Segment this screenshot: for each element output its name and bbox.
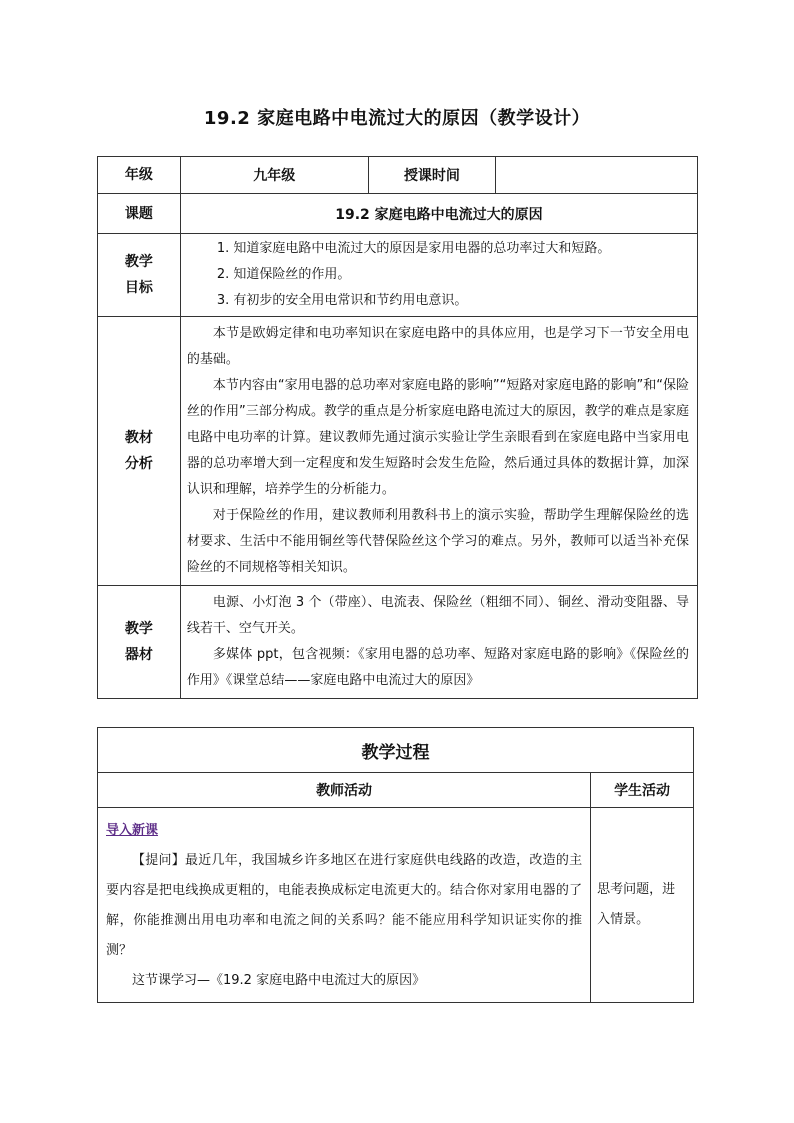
- student-activity-cell: 思考问题，进入情景。: [591, 808, 694, 1003]
- goals-cell: [180, 234, 697, 317]
- goal-item: 3. 有初步的安全用电常识和节约用电意识。: [216, 293, 468, 308]
- teacher-activity-header: 教师活动: [98, 773, 591, 808]
- analysis-cell: [180, 317, 697, 586]
- analysis-paragraph: 本节内容由“家用电器的总功率对家庭电路的影响”“短路对家庭电路的影响”和“保险丝的作用”三部分构成。教学的重点是分析家庭电路电流过大的原因，教学的难点是家庭电路中电功率的计算。建议教师先通过演示实验让学生亲眼看到在家庭电路中当家用电器的总功率增大到一定程度和发生短路时会发生危险，然后通过具体的数据计算，加深认识和理解，培养学生的分析能力。: [186, 378, 689, 497]
- goal-item: 2. 知道保险丝的作用。: [216, 267, 351, 282]
- intro-question: 【提问】最近几年，我国城乡许多地区在进行家庭供电线路的改造，改造的主要内容是把电线换成更粗的，电能表换成标定电流更大的。结合你对家用电器的了解，你能推测出用电功率和电流之间的关系吗？能不能应用科学知识证实你的推测？: [106, 853, 583, 958]
- analysis-paragraph: 本节是欧姆定律和电功率知识在家庭电路中的具体应用，也是学习下一节安全用电的基础。: [186, 326, 689, 367]
- materials-label: [98, 586, 181, 699]
- analysis-paragraph: 对于保险丝的作用，建议教师利用教科书上的演示实验，帮助学生理解保险丝的选材要求、生活中不能用铜丝等代替保险丝这个学习的难点。另外，教师可以适当补充保险丝的不同规格等相关知识。: [186, 508, 689, 575]
- goals-label-line2: 目标: [124, 280, 153, 296]
- class-time-value: [496, 157, 698, 194]
- intro-heading-link[interactable]: 导入新课: [106, 823, 159, 838]
- goals-label-line1: 教学: [124, 254, 153, 270]
- teaching-process-table: [97, 727, 694, 1003]
- process-title: 教学过程: [98, 728, 694, 773]
- grade-label: 年级: [98, 157, 181, 194]
- grade-value: 九年级: [180, 157, 368, 194]
- class-time-label: 授课时间: [368, 157, 496, 194]
- document-title: 19.2 家庭电路中电流过大的原因（教学设计）: [203, 108, 591, 129]
- intro-lesson-line: 这节课学习—《19.2 家庭电路中电流过大的原因》: [132, 973, 426, 988]
- goal-item: 1. 知道家庭电路中电流过大的原因是家用电器的总功率过大和短路。: [216, 241, 611, 256]
- materials-paragraph: 多媒体 ppt，包含视频：《家用电器的总功率、短路对家庭电路的影响》《保险丝的作用》《课堂总结——家庭电路中电流过大的原因》: [186, 647, 689, 688]
- lesson-info-table: [97, 156, 698, 699]
- materials-paragraph: 电源、小灯泡 3 个（带座）、电流表、保险丝（粗细不同）、铜丝、滑动变阻器、导线若干、空气开关。: [186, 595, 689, 636]
- materials-label-line2: 器材: [124, 647, 153, 663]
- goals-label: [98, 234, 181, 317]
- analysis-label-line1: 教材: [124, 430, 153, 446]
- analysis-label: [98, 317, 181, 586]
- student-activity-header: 学生活动: [591, 773, 694, 808]
- materials-cell: [180, 586, 697, 699]
- materials-label-line1: 教学: [124, 621, 153, 637]
- teacher-activity-cell: [98, 808, 591, 1003]
- topic-label: 课题: [98, 194, 181, 234]
- analysis-label-line2: 分析: [124, 456, 153, 472]
- topic-value: 19.2 家庭电路中电流过大的原因: [180, 194, 697, 234]
